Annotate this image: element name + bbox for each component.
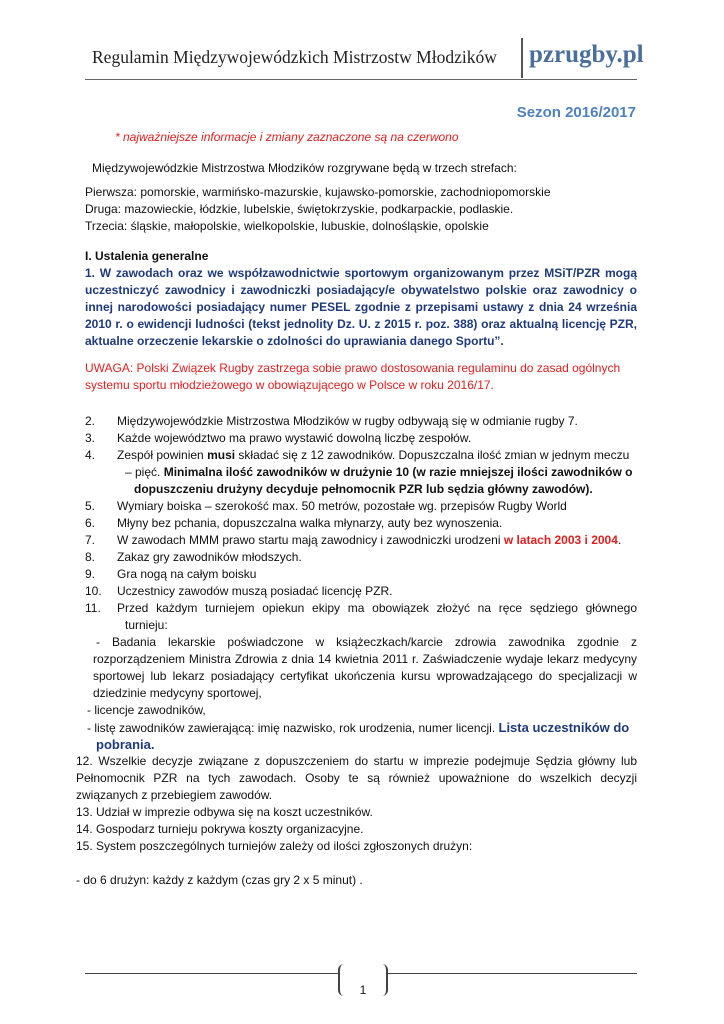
item-4-line-2 [125, 464, 632, 481]
item-number-6: 6. [85, 516, 96, 530]
section-title: I. Ustalenia generalne [85, 249, 209, 263]
item-7-part-c: . [617, 533, 622, 547]
item-12-text: 12. Wszelkie decyzje związane z dopuszczeniem do startu w imprezie podejmuje Sędzia główny lub Pełnomocnik PZR na tych zawodach. Osoby te są również upoważnione do wszelkich decyzji związanych z przebiegiem zawodów. [76, 754, 637, 802]
item-8-text: Zakaz gry zawodników młodszych. [117, 550, 302, 564]
item-5-text: Wymiary boiska – szerokość max. 50 metrów, pozostałe wg. przepisów Rugby World [117, 499, 567, 513]
roster-download-link-cont[interactable]: pobrania. [96, 737, 155, 752]
item-4-part-d: – pięć. [125, 465, 164, 479]
zone-second: Druga: mazowieckie, łódzkie, lubelskie, świętokrzyskie, podkarpackie, podlaskie. [85, 202, 514, 216]
system-6-teams: - do 6 drużyn: każdy z każdym (czas gry 2 x 5 minut) . [76, 873, 363, 887]
red-note: * najważniejsze informacje i zmiany zaznaczone są na czerwono [115, 130, 459, 144]
item-number-10: 10. [85, 584, 102, 598]
point-1-text: 1. W zawodach oraz we współzawodnictwie sportowym organizowanym przez MSiT/PZR mogą uczestniczyć zawodnicy i zawodniczki posiadający/e obywatelstwo polskie oraz zawodnicy o innej narodowości posiadający numer PESEL zgodnie z przepisami ustawy z dnia 24 września 2010 r. o ewidencji ludności (tekst jednolity Dz. U. z 2015 r. poz. 388) oraz aktualną licencję PZR, aktualne orzeczenie lekarskie o zdolności do uprawiania danego Sportu”. [85, 266, 637, 348]
item-number-5: 5. [85, 499, 96, 513]
item-11-line-2: turnieju: [125, 618, 168, 632]
item-number-3: 3. [85, 431, 96, 445]
item-number-8: 8. [85, 550, 96, 564]
roster-download-link[interactable]: Lista uczestników do [498, 720, 630, 735]
warning-line-1: UWAGA: Polski Związek Rugby zastrzega sobie prawo dostosowania regulaminu do zasad ogólnych [85, 361, 621, 375]
season-label: Sezon 2016/2017 [516, 104, 636, 121]
item-13-text: 13. Udział w imprezie odbywa się na koszt uczestników. [76, 805, 373, 819]
item-number-4: 4. [85, 448, 96, 462]
item-2-text: Międzywojewódzkie Mistrzostwa Młodzików w rugby odbywają się w odmianie rugby 7. [117, 414, 578, 428]
intro-text: Międzywojewódzkie Mistrzostwa Młodzików rozgrywane będą w trzech strefach: [92, 161, 517, 175]
item-10-text: Uczestnicy zawodów muszą posiadać licencję PZR. [117, 584, 393, 598]
item-number-9: 9. [85, 567, 96, 581]
warning-line-2: systemu sportu młodzieżowego w obowiązującego w Polsce w roku 2016/17. [85, 378, 494, 392]
item-11-line-1: Przed każdym turniejem opiekun ekipy ma obowiązek złożyć na ręce sędziego głównego [117, 601, 637, 615]
document-header-title: Regulamin Międzywojewódzkich Mistrzostw Młodzików [92, 47, 497, 67]
zone-first: Pierwsza: pomorskie, warmińsko-mazurskie, kujawsko-pomorskie, zachodniopomorskie [85, 185, 551, 199]
item-7-part-a: W zawodach MMM prawo startu mają zawodnicy i zawodniczki urodzeni [117, 533, 504, 547]
page-number: 1 [359, 983, 367, 997]
item-15-text: 15. System poszczególnych turniejów zależy od ilości zgłoszonych drużyn: [76, 839, 473, 853]
sub-item-medical: - Badania lekarskie poświadczone w książeczkach/karcie zdrowia zawodnika zgodnie z rozporządzeniem Ministra Zdrowia z dnia 14 kwietnia 2011 r. Zaświadczenie wydaje lekarz medycyny sportowej lub lekarz posiadający certyfikat ukończenia kursu wprowadzającego do specjalizacji w dziedzinie medycyny sportowej, [93, 635, 637, 700]
item-14-text: 14. Gospodarz turnieju pokrywa koszty organizacyjne. [76, 822, 364, 836]
item-9-text: Gra nogą na całym boisku [117, 567, 257, 581]
item-4-musi: musi [207, 448, 236, 462]
item-3-text: Każde województwo ma prawo wystawić dowolną liczbę zespołów. [117, 431, 472, 445]
item-4-line-1 [117, 447, 629, 464]
sub-item-licenses: - licencje zawodników, [87, 703, 206, 717]
item-4-part-a: Zespół powinien [117, 448, 208, 462]
sub-item-roster-text: - listę zawodników zawierającą: imię nazwisko, rok urodzenia, numer licencji. [87, 721, 499, 735]
item-number-11: 11. [85, 601, 101, 615]
item-4-line-3: dopuszczeniu drużyny decyduje pełnomocnik PZR lub sędzia główny zawodów). [134, 482, 593, 496]
item-4-part-e: Minimalna ilość zawodników w drużynie 10 (w razie mniejszej ilości zawodników o [163, 465, 633, 479]
item-7-text [117, 532, 621, 549]
zone-third: Trzecia: śląskie, małopolskie, wielkopolskie, lubuskie, dolnośląskie, opolskie [85, 219, 489, 233]
item-6-text: Młyny bez pchania, dopuszczalna walka młynarzy, auty bez wynoszenia. [117, 516, 503, 530]
item-4-part-c: składać się z 12 zawodników. Dopuszczalna ilość zmian w jednym meczu [235, 448, 630, 462]
sub-item-roster [87, 719, 629, 737]
brand-logo-text: pzrugby.pl [529, 41, 644, 68]
item-number-7: 7. [85, 533, 96, 547]
header-rule [85, 79, 637, 80]
header-divider [521, 38, 523, 78]
item-number-2: 2. [85, 414, 96, 428]
item-7-years: w latach 2003 i 2004 [503, 533, 618, 547]
